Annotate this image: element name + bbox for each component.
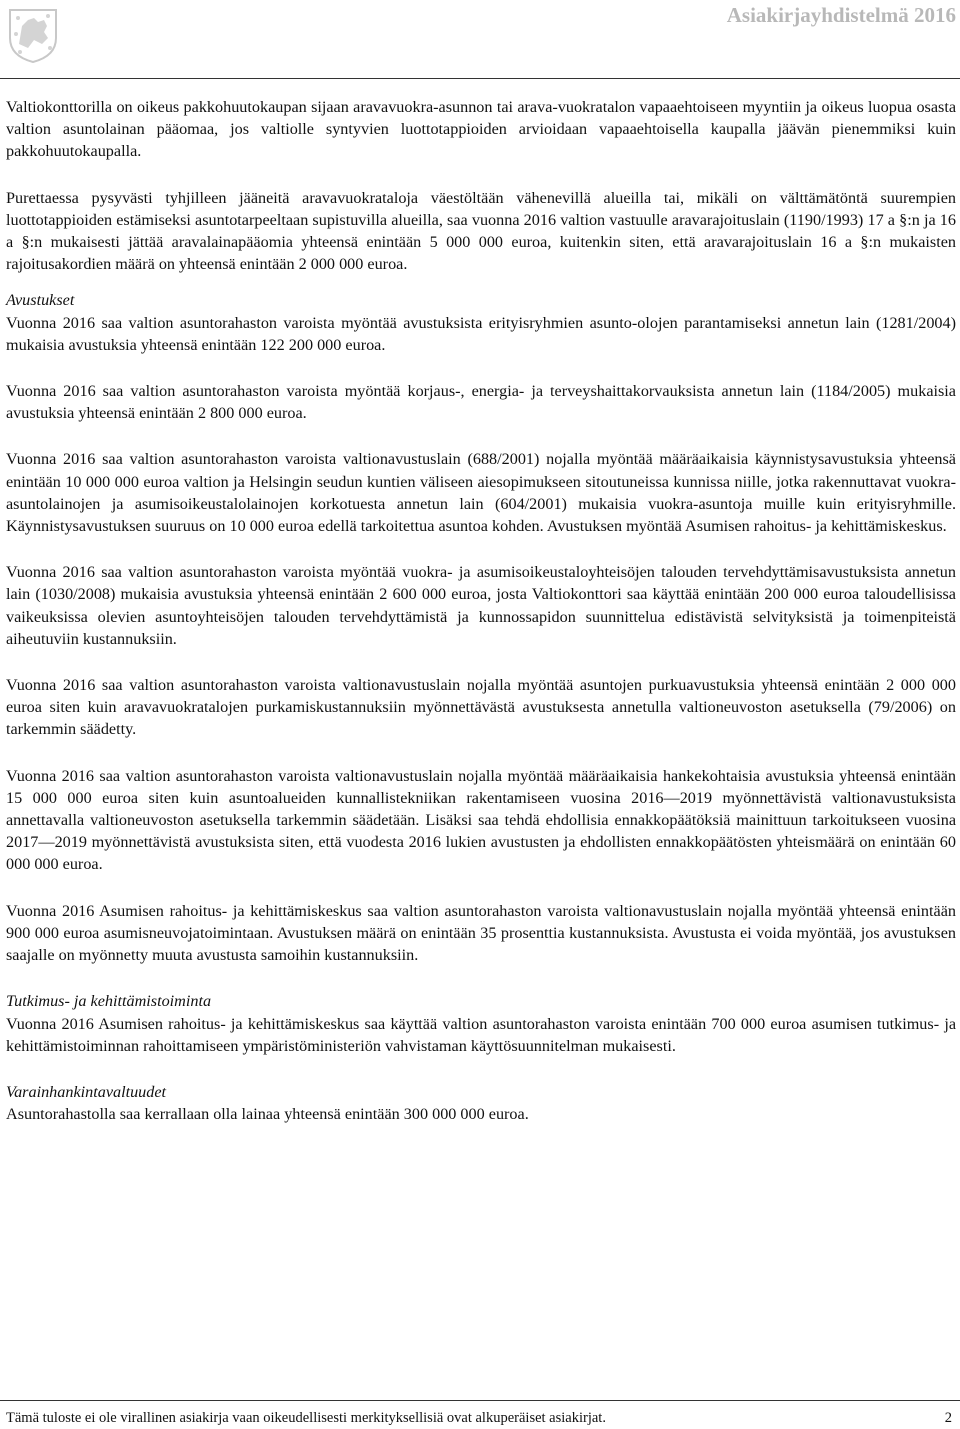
header-divider (0, 78, 960, 79)
page-header (0, 0, 960, 78)
section-heading: Tutkimus- ja kehittämistoiminta (6, 992, 212, 1011)
paragraph: Vuonna 2016 saa valtion asuntorahaston varoista valtionavustuslain (688/2001) nojalla myöntää määräaikaisia käynnistysavustuksia yhteensä enintään 10 000 000 euroa valtion ja Helsingin seudun kuntien väliseen aiesopimukseen sitoutuneissa kunnissa niille, jotka rakennuttavat vuokra-asuntolainojen ja asumisoikeustalolainojen korkotuesta annetun lain (604/2001) mukaisia vuokra-asuntoja muille kuin erityisryhmille. Käynnistysavustuksen suuruus on 10 000 euroa edellä tarkoitettua asuntoa kohden. Avustuksen myöntää Asumisen rahoitus- ja kehittämiskeskus. (6, 450, 956, 536)
paragraph: Vuonna 2016 saa valtion asuntorahaston varoista myöntää vuokra- ja asumisoikeustaloyhteisöjen talouden tervehdyttämisavustuksista annetun lain (1030/2008) mukaisia avustuksia yhteensä enintään 2 600 000 euroa, josta Valtiokonttori saa käyttää enintään 200 000 euroa taloudellisissa vaikeuksissa olevien asuntoyhteisöjen talouden tervehdyttämistä ja kunnossapidon suunnittelua edistävistä selvityksistä ja toimenpiteistä aiheutuviin kustannuksiin. (6, 563, 956, 648)
paragraph: Vuonna 2016 saa valtion asuntorahaston varoista valtionavustuslain nojalla myöntää asuntojen purkuavustuksia yhteensä enintään 2 000 000 euroa siten kuin aravavuokratalojen purkamiskustannuksiin myönnettävästä avustuksesta annetulla valtioneuvoston asetuksella (79/2006) on tarkemmin säädetty. (6, 676, 956, 739)
paragraph: Vuonna 2016 saa valtion asuntorahaston varoista myöntää korjaus-, energia- ja terveyshaittakorvauksista annetun lain (1184/2005) mukaisia avustuksia yhteensä enintään 2 800 000 euroa. (6, 382, 956, 423)
page-number: 2 (944, 1410, 952, 1426)
paragraph: Valtiokonttorilla on oikeus pakkohuutokaupan sijaan aravavuokra-asunnon tai arava-vuokratalon vapaaehtoiseen myyntiin ja oikeus luopua osasta valtion asuntolainan pääomaa, jos valtiolle syntyvien luottotappioiden arvioidaan vapaaehtoisella kaupalla jäävän pienemmiksi kuin pakkohuutokaupalla. (6, 98, 956, 161)
document-title: Asiakirjayhdistelmä 2016 (726, 3, 956, 27)
lion-coat-of-arms-icon (4, 4, 62, 64)
paragraph: Asuntorahastolla saa kerrallaan olla lainaa yhteensä enintään 300 000 000 euroa. (6, 1105, 529, 1124)
section-heading: Varainhankintavaltuudet (6, 1082, 167, 1101)
paragraph: Vuonna 2016 Asumisen rahoitus- ja kehittämiskeskus saa käyttää valtion asuntorahaston varoista enintään 700 000 euroa asumisen tutkimus- ja kehittämistoiminnan rahoittamiseen ympäristöministeriön vahvistaman käyttösuunnitelman mukaisesti. (6, 1014, 956, 1055)
paragraph: Vuonna 2016 Asumisen rahoitus- ja kehittämiskeskus saa valtion asuntorahaston varoista valtionavustuslain nojalla myöntää yhteensä enintään 900 000 euroa asumisneuvojatoimintaan. Avustuksen määrä on enintään 35 prosenttia kustannuksista. Avustusta ei voida myöntää, jos avustuksen saajalle on myönnetty muuta avustusta samoihin kustannuksiin. (6, 901, 956, 965)
footer-divider (0, 1400, 960, 1401)
footer-disclaimer: Tämä tuloste ei ole virallinen asiakirja vaan oikeudellisesti merkityksellisiä ovat alkuperäiset asiakirjat. (6, 1410, 606, 1426)
paragraph: Purettaessa pysyvästi tyhjilleen jääneitä aravavuokrataloja väestöltään vähenevillä alueilla tai, mikäli on välttämätöntä suurempien luottotappioiden estämiseksi asuntotarpeeltaan supistuvilla alueilla, saa vuonna 2016 valtion vastuulle aravarajoituslain (1190/1993) 17 a §:n ja 16 a §:n mukaisesti jättää aravalainapääomia yhteensä enintään 5 000 000 euroa, kuitenkin siten, että aravarajoituslain 16 a §:n mukaisten rajoitusakordien määrä on yhteensä enintään 2 000 000 euroa. (6, 188, 956, 274)
paragraph: Vuonna 2016 saa valtion asuntorahaston varoista myöntää avustuksista erityisryhmien asunto-olojen parantamiseksi annetun lain (1281/2004) mukaisia avustuksia yhteensä enintään 122 200 000 euroa. (6, 313, 956, 354)
document-body (6, 96, 956, 1125)
paragraph: Vuonna 2016 saa valtion asuntorahaston varoista valtionavustuslain nojalla myöntää määräaikaisia hankekohtaisia avustuksia yhteensä enintään 15 000 000 euroa siten kuin asuntoalueiden kunnallistekniikan rakentamiseen vuosina 2016—2019 myönnettävistä valtionavustuksista annettavalla valtioneuvoston asetuksella tarkemmin säädetään. Lisäksi saa tehdä ehdollisia ennakkopäätöksiä mainittuun tarkoitukseen vuosina 2017—2019 myönnettävistä avustuksista siten, että vuodesta 2016 lukien avustusten ja ehdollisten ennakkopäätösten yhteismäärä on enintään 60 000 000 euroa. (6, 766, 956, 874)
section-heading: Avustukset (6, 291, 75, 310)
